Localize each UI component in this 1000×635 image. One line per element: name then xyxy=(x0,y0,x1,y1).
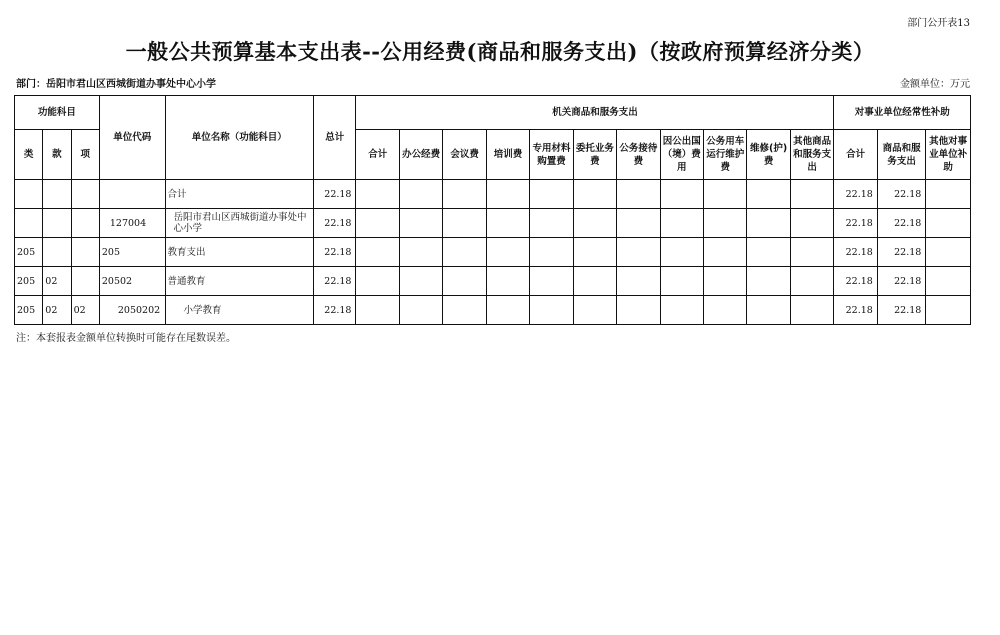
budget-table xyxy=(14,95,971,325)
table-row xyxy=(15,267,971,296)
header-subsidy-goods: 商品和服务支出 xyxy=(877,130,925,180)
header-total: 总计 xyxy=(314,96,356,180)
cell-subsidy-goods: 22.18 xyxy=(877,267,925,296)
cell-total: 22.18 xyxy=(314,238,356,267)
cell-lei: 205 xyxy=(15,238,43,267)
cell-code xyxy=(99,180,165,209)
header-subsidy-other: 其他对事业单位补助 xyxy=(926,130,971,180)
department-label: 部门：岳阳市君山区西城街道办事处中心小学 xyxy=(16,79,216,90)
header-abroad: 因公出国（境）费用 xyxy=(660,130,703,180)
cell-total: 22.18 xyxy=(314,296,356,325)
cell-lei: 205 xyxy=(15,296,43,325)
header-subsidy: 对事业单位经常性补助 xyxy=(834,96,971,130)
cell-total: 22.18 xyxy=(314,180,356,209)
cell-name: 教育支出 xyxy=(165,238,314,267)
header-subsidy-total: 合计 xyxy=(834,130,877,180)
cell-subsidy-total: 22.18 xyxy=(834,238,877,267)
header-commission: 委托业务费 xyxy=(573,130,616,180)
header-func-subject: 功能科目 xyxy=(15,96,100,130)
header-repair: 维修(护)费 xyxy=(747,130,790,180)
cell-subsidy-goods: 22.18 xyxy=(877,209,925,238)
header-unit-name: 单位名称（功能科目） xyxy=(165,96,314,180)
header-lei: 类 xyxy=(15,130,43,180)
cell-name: 小学教育 xyxy=(165,296,314,325)
cell-name: 合计 xyxy=(165,180,314,209)
cell-lei xyxy=(15,209,43,238)
cell-subsidy-total: 22.18 xyxy=(834,267,877,296)
table-row xyxy=(15,296,971,325)
header-unit-code: 单位代码 xyxy=(99,96,165,180)
cell-code: 20502 xyxy=(99,267,165,296)
header-kuan: 款 xyxy=(43,130,71,180)
cell-kuan: 02 xyxy=(43,296,71,325)
header-vehicle: 公务用车运行维护费 xyxy=(703,130,746,180)
cell-total: 22.18 xyxy=(314,267,356,296)
amount-unit-label: 金额单位：万元 xyxy=(900,79,970,90)
header-materials: 专用材料购置费 xyxy=(530,130,573,180)
cell-xiang xyxy=(71,238,99,267)
cell-subsidy-goods: 22.18 xyxy=(877,296,925,325)
cell-lei: 205 xyxy=(15,267,43,296)
page-title: 一般公共预算基本支出表--公用经费(商品和服务支出)（按政府预算经济分类） xyxy=(125,39,875,64)
header-meeting: 会议费 xyxy=(443,130,486,180)
cell-kuan xyxy=(43,209,71,238)
footnote: 注：本套报表金额单位转换时可能存在尾数误差。 xyxy=(16,333,236,344)
header-xiang: 项 xyxy=(71,130,99,180)
cell-subsidy-total: 22.18 xyxy=(834,209,877,238)
cell-name: 普通教育 xyxy=(165,267,314,296)
cell-lei xyxy=(15,180,43,209)
table-row xyxy=(15,180,971,209)
header-other-goods: 其他商品和服务支出 xyxy=(790,130,834,180)
header-org-goods-services: 机关商品和服务支出 xyxy=(356,96,834,130)
header-org-total: 合计 xyxy=(356,130,399,180)
cell-name: 岳阳市君山区西城街道办事处中心小学 xyxy=(165,209,314,238)
cell-subsidy-goods: 22.18 xyxy=(877,180,925,209)
header-office: 办公经费 xyxy=(399,130,442,180)
header-reception: 公务接待费 xyxy=(617,130,660,180)
table-row xyxy=(15,209,971,238)
cell-code: 2050202 xyxy=(99,296,165,325)
cell-subsidy-goods: 22.18 xyxy=(877,238,925,267)
cell-kuan: 02 xyxy=(43,267,71,296)
cell-subsidy-total: 22.18 xyxy=(834,180,877,209)
form-number: 部门公开表13 xyxy=(907,18,970,29)
cell-total: 22.18 xyxy=(314,209,356,238)
header-training: 培训费 xyxy=(486,130,529,180)
cell-subsidy-total: 22.18 xyxy=(834,296,877,325)
cell-xiang xyxy=(71,267,99,296)
cell-xiang xyxy=(71,180,99,209)
cell-code: 205 xyxy=(99,238,165,267)
cell-kuan xyxy=(43,238,71,267)
cell-xiang: 02 xyxy=(71,296,99,325)
cell-kuan xyxy=(43,180,71,209)
table-row xyxy=(15,238,971,267)
cell-xiang xyxy=(71,209,99,238)
cell-code: 127004 xyxy=(99,209,165,238)
